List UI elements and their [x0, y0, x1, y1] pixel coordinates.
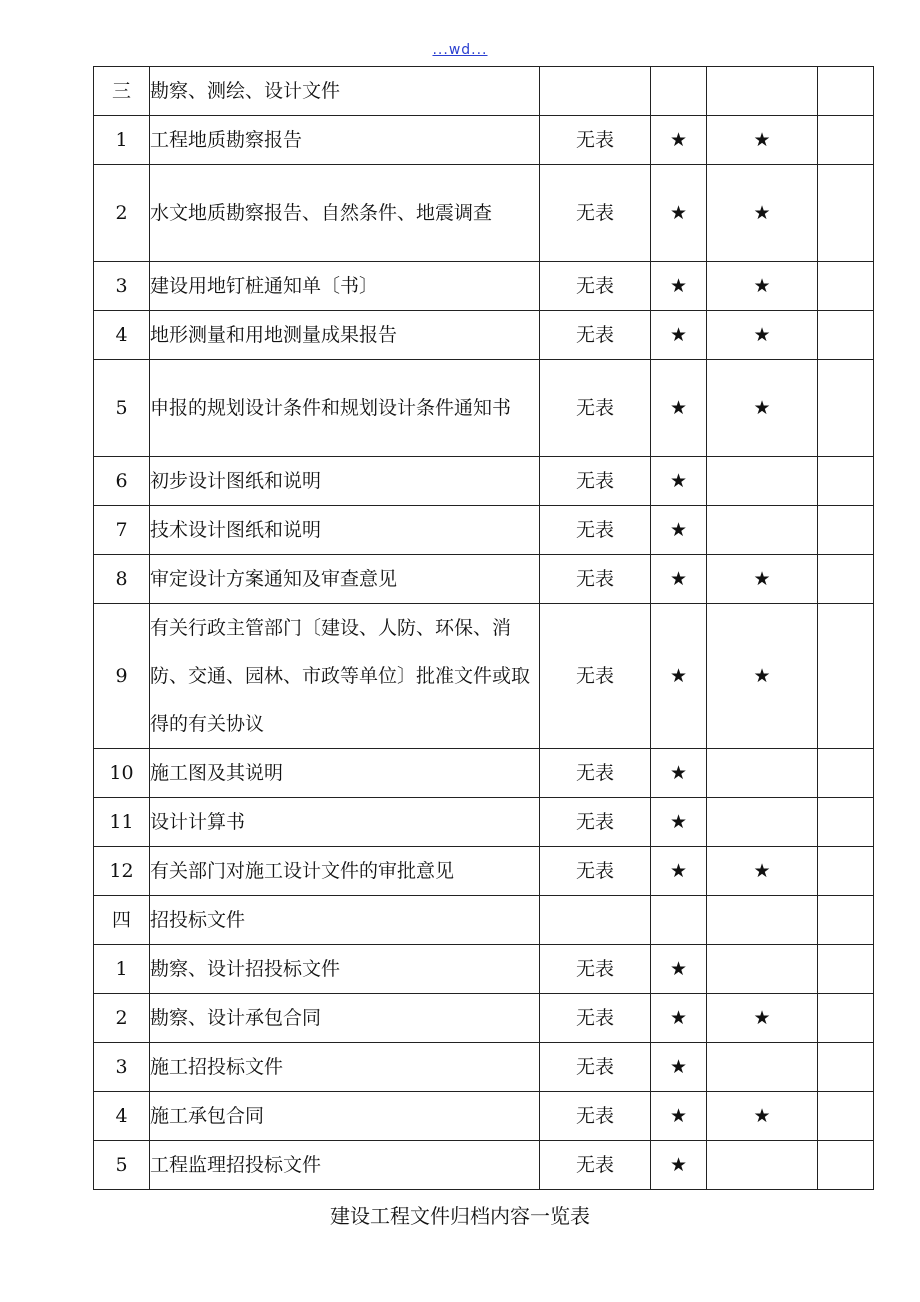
star-col-3	[818, 506, 874, 555]
star-col-3	[818, 262, 874, 311]
row-name: 工程监理招投标文件	[150, 1141, 540, 1190]
row-form: 无表	[540, 262, 651, 311]
row-name: 审定设计方案通知及审查意见	[150, 555, 540, 604]
table-body	[94, 67, 874, 1190]
row-name: 技术设计图纸和说明	[150, 506, 540, 555]
row-name: 初步设计图纸和说明	[150, 457, 540, 506]
star-col-2	[707, 1141, 818, 1190]
table-row	[94, 1141, 874, 1190]
row-number: 5	[94, 1141, 150, 1190]
star-col-1: ★	[651, 749, 707, 798]
row-form: 无表	[540, 457, 651, 506]
table-row	[94, 604, 874, 749]
table-row	[94, 311, 874, 360]
star-col-2: ★	[707, 165, 818, 262]
star-col-3	[818, 311, 874, 360]
star-col-1: ★	[651, 1141, 707, 1190]
star-col-1: ★	[651, 360, 707, 457]
star-col-1: ★	[651, 555, 707, 604]
table-row	[94, 67, 874, 116]
star-col-3	[818, 896, 874, 945]
row-form: 无表	[540, 847, 651, 896]
archive-table	[93, 66, 874, 1190]
row-number: 2	[94, 165, 150, 262]
row-name: 申报的规划设计条件和规划设计条件通知书	[150, 360, 540, 457]
row-form: 无表	[540, 116, 651, 165]
row-form: 无表	[540, 604, 651, 749]
row-form: 无表	[540, 506, 651, 555]
star-col-2	[707, 1043, 818, 1092]
star-col-1: ★	[651, 1043, 707, 1092]
table-row	[94, 506, 874, 555]
table-row	[94, 360, 874, 457]
star-col-3	[818, 165, 874, 262]
table-row	[94, 749, 874, 798]
table-row	[94, 945, 874, 994]
table-row	[94, 798, 874, 847]
star-col-3	[818, 604, 874, 749]
row-form: 无表	[540, 360, 651, 457]
row-form: 无表	[540, 1141, 651, 1190]
row-name: 施工招投标文件	[150, 1043, 540, 1092]
star-col-1: ★	[651, 604, 707, 749]
star-col-3	[818, 945, 874, 994]
star-col-2	[707, 945, 818, 994]
star-col-1: ★	[651, 994, 707, 1043]
row-number: 8	[94, 555, 150, 604]
row-form	[540, 67, 651, 116]
row-name: 地形测量和用地测量成果报告	[150, 311, 540, 360]
table-row	[94, 994, 874, 1043]
star-col-3	[818, 116, 874, 165]
star-col-1: ★	[651, 1092, 707, 1141]
row-name: 勘察、测绘、设计文件	[150, 67, 540, 116]
star-col-3	[818, 749, 874, 798]
star-col-3	[818, 360, 874, 457]
star-col-3	[818, 994, 874, 1043]
star-col-1	[651, 67, 707, 116]
row-form: 无表	[540, 749, 651, 798]
row-number: 四	[94, 896, 150, 945]
row-number: 2	[94, 994, 150, 1043]
star-col-3	[818, 798, 874, 847]
row-name: 建设用地钉桩通知单〔书〕	[150, 262, 540, 311]
star-col-2: ★	[707, 994, 818, 1043]
row-number: 三	[94, 67, 150, 116]
star-col-3	[818, 1092, 874, 1141]
star-col-2	[707, 67, 818, 116]
star-col-3	[818, 847, 874, 896]
star-col-1: ★	[651, 262, 707, 311]
row-number: 12	[94, 847, 150, 896]
star-col-1: ★	[651, 457, 707, 506]
star-col-2	[707, 506, 818, 555]
row-form: 无表	[540, 1092, 651, 1141]
star-col-2: ★	[707, 604, 818, 749]
table-row	[94, 457, 874, 506]
star-col-2: ★	[707, 555, 818, 604]
table-caption: 建设工程文件归档内容一览表	[330, 1204, 590, 1228]
row-number: 9	[94, 604, 150, 749]
star-col-2	[707, 457, 818, 506]
star-col-1: ★	[651, 165, 707, 262]
row-form: 无表	[540, 798, 651, 847]
row-form: 无表	[540, 945, 651, 994]
row-form: 无表	[540, 555, 651, 604]
row-name: 有关部门对施工设计文件的审批意见	[150, 847, 540, 896]
table-row	[94, 116, 874, 165]
table-row	[94, 262, 874, 311]
row-name: 工程地质勘察报告	[150, 116, 540, 165]
row-number: 3	[94, 262, 150, 311]
star-col-1	[651, 896, 707, 945]
star-col-3	[818, 457, 874, 506]
table-row	[94, 1043, 874, 1092]
table-row	[94, 1092, 874, 1141]
row-number: 11	[94, 798, 150, 847]
row-number: 5	[94, 360, 150, 457]
star-col-2: ★	[707, 262, 818, 311]
row-number: 4	[94, 311, 150, 360]
star-col-2: ★	[707, 360, 818, 457]
star-col-2: ★	[707, 311, 818, 360]
star-col-2	[707, 749, 818, 798]
star-col-2: ★	[707, 116, 818, 165]
row-number: 6	[94, 457, 150, 506]
row-name: 招投标文件	[150, 896, 540, 945]
row-name: 有关行政主管部门〔建设、人防、环保、消防、交通、园林、市政等单位〕批准文件或取得的有关协议	[150, 604, 540, 749]
row-form: 无表	[540, 311, 651, 360]
star-col-3	[818, 1141, 874, 1190]
row-name: 施工图及其说明	[150, 749, 540, 798]
row-number: 1	[94, 945, 150, 994]
star-col-1: ★	[651, 116, 707, 165]
row-name: 勘察、设计承包合同	[150, 994, 540, 1043]
star-col-1: ★	[651, 798, 707, 847]
row-form: 无表	[540, 994, 651, 1043]
star-col-2	[707, 896, 818, 945]
row-number: 7	[94, 506, 150, 555]
row-name: 勘察、设计招投标文件	[150, 945, 540, 994]
header-link[interactable]: ...wd...	[432, 42, 488, 58]
row-number: 3	[94, 1043, 150, 1092]
row-form: 无表	[540, 165, 651, 262]
row-number: 10	[94, 749, 150, 798]
table-row	[94, 165, 874, 262]
star-col-2	[707, 798, 818, 847]
star-col-1: ★	[651, 847, 707, 896]
star-col-3	[818, 1043, 874, 1092]
table-row	[94, 555, 874, 604]
row-name: 施工承包合同	[150, 1092, 540, 1141]
row-form	[540, 896, 651, 945]
star-col-3	[818, 555, 874, 604]
row-name: 水文地质勘察报告、自然条件、地震调查	[150, 165, 540, 262]
table-row	[94, 896, 874, 945]
star-col-1: ★	[651, 311, 707, 360]
star-col-2: ★	[707, 1092, 818, 1141]
row-number: 1	[94, 116, 150, 165]
row-form: 无表	[540, 1043, 651, 1092]
star-col-2: ★	[707, 847, 818, 896]
star-col-1: ★	[651, 506, 707, 555]
table-row	[94, 847, 874, 896]
row-name: 设计计算书	[150, 798, 540, 847]
row-number: 4	[94, 1092, 150, 1141]
star-col-1: ★	[651, 945, 707, 994]
star-col-3	[818, 67, 874, 116]
